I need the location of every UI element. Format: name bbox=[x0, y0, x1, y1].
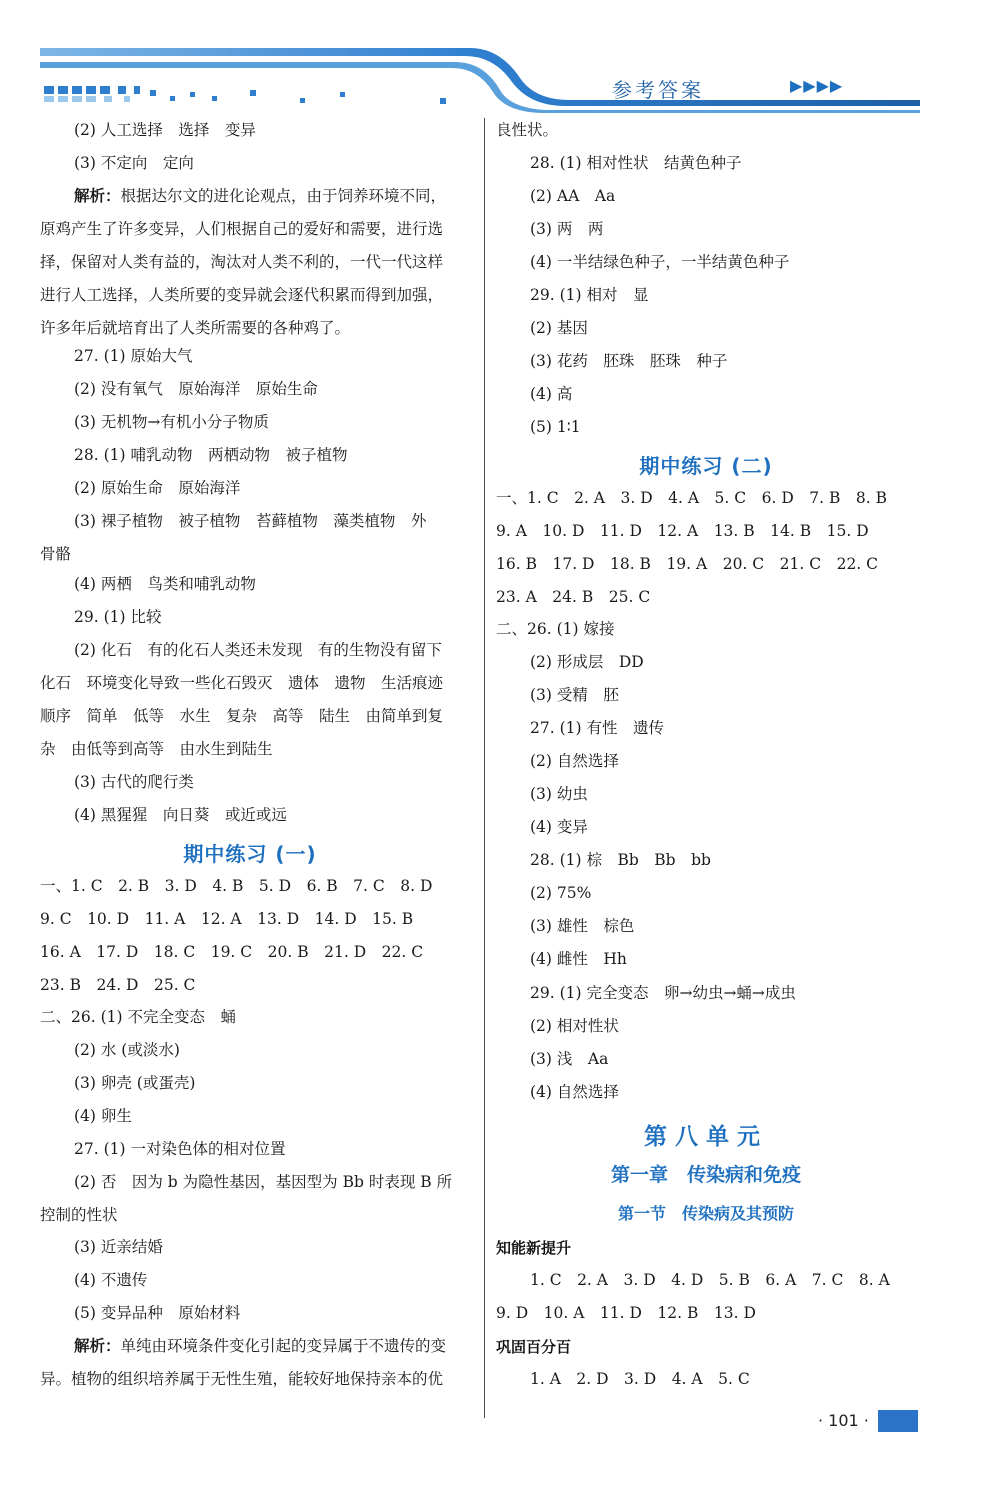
answer-line: 进行人工选择，人类所要的变异就会逐代积累而得到加强， bbox=[40, 286, 444, 304]
answer-line: 28. (1) 哺乳动物 两栖动物 被子植物 bbox=[74, 446, 348, 464]
answer-line: (3) 幼虫 bbox=[530, 785, 588, 803]
header-arrows-icon: ▶▶▶▶ bbox=[790, 76, 844, 95]
answer-line: 27. (1) 一对染色体的相对位置 bbox=[74, 1140, 286, 1158]
answer-line: (2) 75% bbox=[530, 884, 592, 902]
analysis-label: 解析： bbox=[74, 186, 121, 205]
sub-heading: 知能新提升 bbox=[496, 1239, 572, 1257]
header-title: 参考答案 bbox=[612, 78, 704, 102]
unit-title: 第八单元 bbox=[644, 1124, 768, 1150]
answer-line: (3) 不定向 定向 bbox=[74, 154, 194, 172]
answer-line: 异。植物的组织培养属于无性生殖，能较好地保持亲本的优 bbox=[40, 1370, 444, 1388]
answer-line: (3) 裸子植物 被子植物 苔藓植物 藻类植物 外 bbox=[74, 512, 427, 530]
answer-line bbox=[40, 1336, 446, 1356]
answer-line: 二、26. (1) 嫁接 bbox=[496, 620, 615, 638]
answer-line: 顺序 简单 低等 水生 复杂 高等 陆生 由简单到复 bbox=[40, 707, 444, 725]
answer-line: 择，保留对人类有益的，淘汰对人类不利的，一代一代这样 bbox=[40, 253, 444, 271]
answer-line: (3) 无机物→有机小分子物质 bbox=[74, 413, 269, 431]
answer-line: (2) 没有氧气 原始海洋 原始生命 bbox=[74, 380, 318, 398]
answer-line: 9. A 10. D 11. D 12. A 13. B 14. B 15. D bbox=[496, 522, 869, 540]
answer-line: (2) 水 (或淡水) bbox=[74, 1041, 180, 1059]
answer-line: 9. C 10. D 11. A 12. A 13. D 14. D 15. B bbox=[40, 910, 414, 928]
answer-line: 23. A 24. B 25. C bbox=[496, 588, 651, 606]
answer-line: 一、1. C 2. B 3. D 4. B 5. D 6. B 7. C 8. D bbox=[40, 877, 433, 895]
answer-line: 1. C 2. A 3. D 4. D 5. B 6. A 7. C 8. A bbox=[530, 1271, 890, 1289]
answer-line: 良性状。 bbox=[496, 121, 559, 139]
answer-line: 杂 由低等到高等 由水生到陆生 bbox=[40, 740, 273, 758]
answer-line: (3) 花药 胚珠 胚珠 种子 bbox=[530, 352, 728, 370]
answer-line: (2) 化石 有的化石人类还未发现 有的生物没有留下 bbox=[74, 641, 442, 659]
page-tab bbox=[878, 1410, 918, 1432]
answer-line: (3) 雄性 棕色 bbox=[530, 917, 635, 935]
answer-line: (2) AA Aa bbox=[530, 187, 616, 205]
answer-line: (3) 浅 Aa bbox=[530, 1050, 609, 1068]
answer-line: 29. (1) 完全变态 卵→幼虫→蛹→成虫 bbox=[530, 984, 796, 1002]
answer-line: 16. B 17. D 18. B 19. A 20. C 21. C 22. C bbox=[496, 555, 879, 573]
answer-line: (5) 1∶1 bbox=[530, 418, 581, 436]
section-heading: 期中练习 (一) bbox=[183, 842, 317, 866]
answer-line: (2) 相对性状 bbox=[530, 1017, 619, 1035]
answer-line: (2) 基因 bbox=[530, 319, 588, 337]
answer-line: (2) 原始生命 原始海洋 bbox=[74, 479, 241, 497]
answer-line: (4) 雌性 Hh bbox=[530, 950, 627, 968]
answer-line: (4) 一半结绿色种子，一半结黄色种子 bbox=[530, 253, 790, 271]
page-number: · 101 · bbox=[818, 1411, 869, 1430]
answer-line: (3) 受精 胚 bbox=[530, 686, 619, 704]
answer-line: 骨骼 bbox=[40, 545, 72, 563]
answer-line: 化石 环境变化导致一些化石毁灭 遗体 遗物 生活痕迹 bbox=[40, 674, 444, 692]
answer-line: (4) 不遗传 bbox=[74, 1271, 148, 1289]
sub-heading: 巩固百分百 bbox=[496, 1338, 572, 1356]
answer-line: (3) 卵壳 (或蛋壳) bbox=[74, 1074, 196, 1092]
header-banner bbox=[0, 0, 1000, 118]
answer-line: (4) 黑猩猩 向日葵 或近或远 bbox=[74, 806, 287, 824]
answer-line: (2) 形成层 DD bbox=[530, 653, 644, 671]
page-header bbox=[0, 0, 1000, 118]
answer-line: (2) 自然选择 bbox=[530, 752, 619, 770]
answer-line: 二、26. (1) 不完全变态 蛹 bbox=[40, 1008, 236, 1026]
answer-line: 16. A 17. D 18. C 19. C 20. B 21. D 22. C bbox=[40, 943, 424, 961]
answer-line: 原鸡产生了许多变异，人们根据自己的爱好和需要，进行选 bbox=[40, 220, 444, 238]
answer-line: (4) 两栖 鸟类和哺乳动物 bbox=[74, 575, 256, 593]
answer-line: (4) 卵生 bbox=[74, 1107, 132, 1125]
answer-line: 控制的性状 bbox=[40, 1206, 118, 1224]
answer-line: 28. (1) 棕 Bb Bb bb bbox=[530, 851, 711, 869]
answer-line: 27. (1) 原始大气 bbox=[74, 347, 193, 365]
analysis-text: 根据达尔文的进化论观点，由于饲养环境不同， bbox=[120, 187, 447, 205]
answer-line: 28. (1) 相对性状 结黄色种子 bbox=[530, 154, 742, 172]
answer-line: 许多年后就培育出了人类所需要的各种鸡了。 bbox=[40, 319, 351, 337]
column-divider bbox=[484, 118, 485, 1418]
answer-line: 9. D 10. A 11. D 12. B 13. D bbox=[496, 1304, 756, 1322]
answer-line: 29. (1) 比较 bbox=[74, 608, 162, 626]
answer-line: (5) 变异品种 原始材料 bbox=[74, 1304, 241, 1322]
analysis-text: 单纯由环境条件变化引起的变异属于不遗传的变 bbox=[120, 1337, 447, 1355]
answer-line: (3) 两 两 bbox=[530, 220, 604, 238]
answer-line: (4) 高 bbox=[530, 385, 573, 403]
section-title: 第一节 传染病及其预防 bbox=[617, 1204, 795, 1223]
answer-line: (4) 变异 bbox=[530, 818, 588, 836]
answer-line: 1. A 2. D 3. D 4. A 5. C bbox=[530, 1370, 750, 1388]
answer-line: (3) 古代的爬行类 bbox=[74, 773, 194, 791]
answer-line: 23. B 24. D 25. C bbox=[40, 976, 196, 994]
answer-line: (3) 近亲结婚 bbox=[74, 1238, 163, 1256]
chapter-title: 第一章 传染病和免疫 bbox=[610, 1164, 802, 1186]
analysis-label: 解析： bbox=[74, 1336, 121, 1355]
answer-line: (2) 人工选择 选择 变异 bbox=[74, 121, 256, 139]
answer-line: (4) 自然选择 bbox=[530, 1083, 619, 1101]
section-heading: 期中练习 (二) bbox=[639, 454, 773, 478]
answer-line bbox=[40, 186, 446, 206]
answer-line: (2) 否 因为 b 为隐性基因，基因型为 Bb 时表现 B 所 bbox=[74, 1173, 453, 1191]
answer-line: 一、1. C 2. A 3. D 4. A 5. C 6. D 7. B 8. B bbox=[496, 489, 887, 507]
answer-line: 27. (1) 有性 遗传 bbox=[530, 719, 664, 737]
answer-line: 29. (1) 相对 显 bbox=[530, 286, 649, 304]
